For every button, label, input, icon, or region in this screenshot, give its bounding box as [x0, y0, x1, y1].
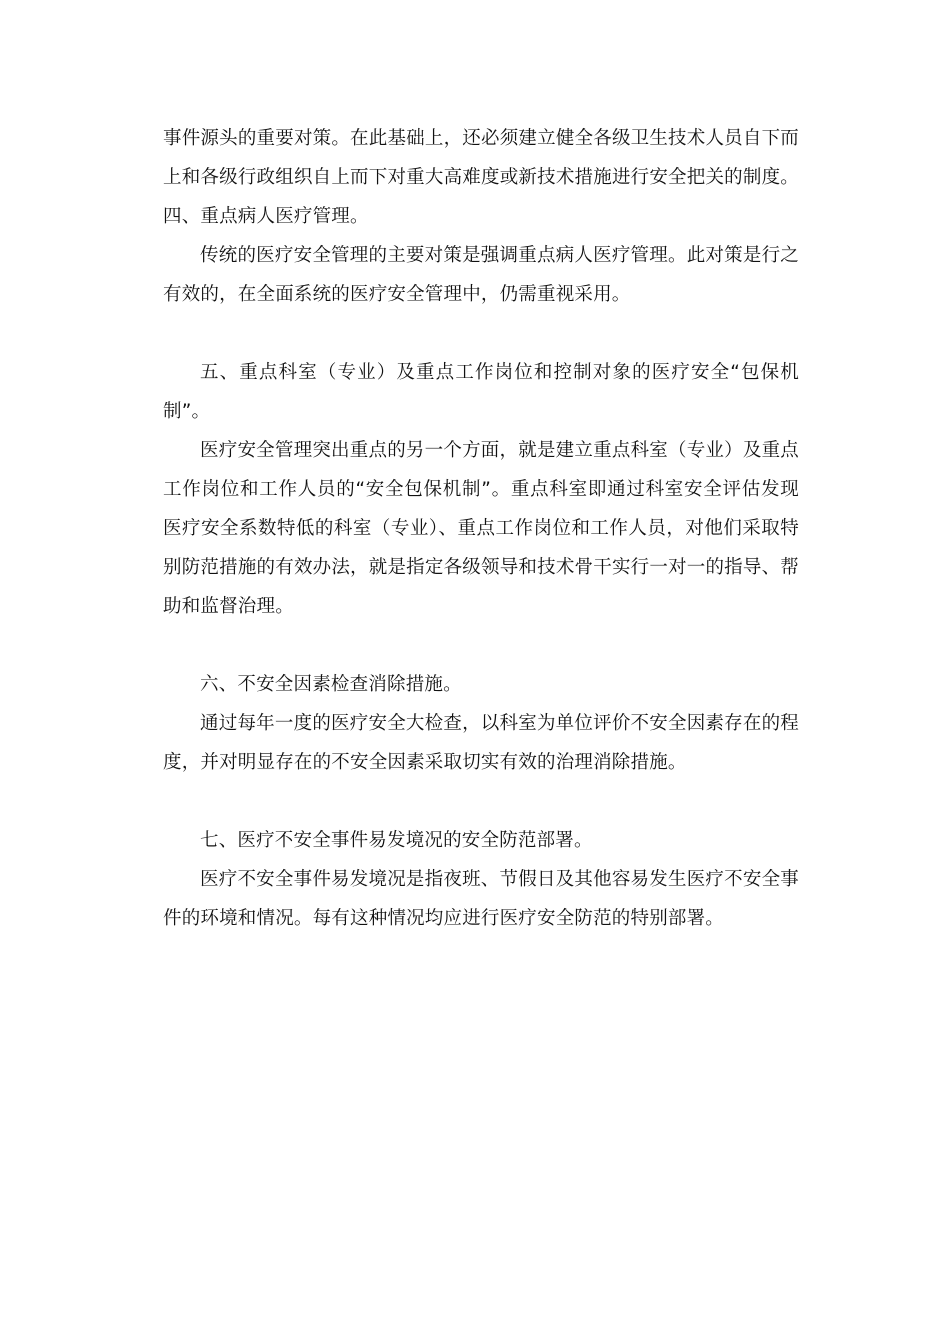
paragraph-continued: 事件源头的重要对策。在此基础上，还必须建立健全各级卫生技术人员自下而上和各级行政组织自上而下对重大高难度或新技术措施进行安全把关的制度。四、重点病人医疗管理。 — [163, 128, 799, 227]
paragraph-safety-inspection: 通过每年一度的医疗安全大检查，以科室为单位评价不安全因素存在的程度，并对明显存在的不安全因素采取切实有效的治理消除措施。 — [163, 713, 799, 773]
section-heading-7: 七、医疗不安全事件易发境况的安全防范部署。 — [200, 830, 593, 851]
document-body — [163, 119, 799, 938]
paragraph-prone-situations: 医疗不安全事件易发境况是指夜班、节假日及其他容易发生医疗不安全事件的环境和情况。每有这种情况均应进行医疗安全防范的特别部署。 — [163, 869, 799, 929]
paragraph-responsibility-mechanism: 医疗安全管理突出重点的另一个方面，就是建立重点科室（专业）及重点工作岗位和工作人员的“安全包保机制”。重点科室即通过科室安全评估发现医疗安全系数特低的科室（专业）、重点工作岗位和工作人员，对他们采取特别防范措施的有效办法，就是指定各级领导和技术骨干实行一对一的指导、帮助和监督治理。 — [163, 440, 799, 617]
section-heading-6: 六、不安全因素检查消除措施。 — [200, 674, 462, 695]
paragraph-key-patient-management: 传统的医疗安全管理的主要对策是强调重点病人医疗管理。此对策是行之有效的，在全面系统的医疗安全管理中，仍需重视采用。 — [163, 245, 799, 305]
section-heading-5: 五、重点科室（专业）及重点工作岗位和控制对象的医疗安全“包保机制”。 — [163, 362, 799, 422]
